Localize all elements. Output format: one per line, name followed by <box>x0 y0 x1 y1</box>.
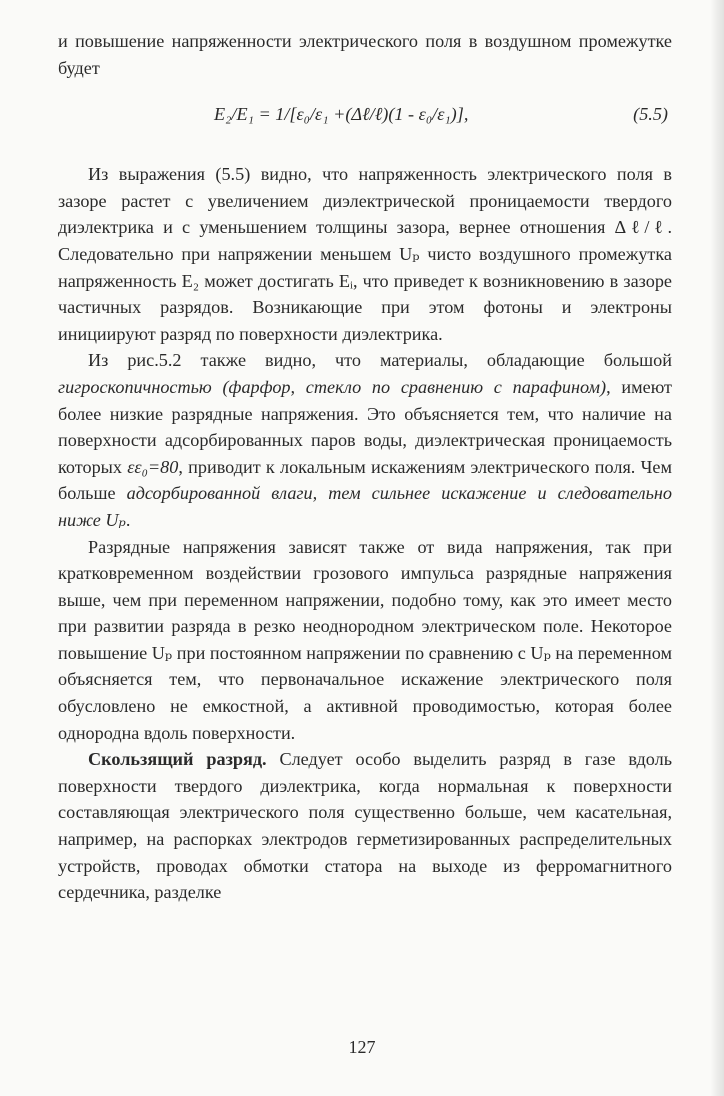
paragraph-3: Разрядные напряжения зависят также от вида напряжения, так при кратковременном воздействии грозового импульса разрядные напряжения выше, чем при переменном напряжении, подобно тому, как это имеет место при развитии разряда в резко неоднородном электрическом поле. Некоторое повышение Uₚ при постоянном напряжении по сравнению с Uₚ на переменном объясняется тем, что первоначальное искажение электрического поля обусловлено не емкостной, а активной проводимостью, которая более однородна вдоль поверхности. <box>58 536 673 743</box>
paragraph-2-italic-b: εε₀=80 <box>127 456 179 477</box>
formula-number: (5.5) <box>633 104 668 125</box>
section-heading-sliding-discharge: Скользящий разряд. <box>88 749 267 770</box>
paragraph-4-text: Следует особо выделить разряд в газе вдоль поверхности твердого диэлектрика, когда нормальная к поверхности составляющая электрического поля существенно больше, чем касательная, например, на распорках электродов герметизированных распределительных устройств, проводах обмотки статора на выходе из ферромагнитного сердечника, разделке <box>58 749 673 903</box>
formula-expression: E₂/E₁ = 1/[ε₀/ε₁ +(Δℓ/ℓ)(1 - ε₀/ε₁)], <box>214 104 469 125</box>
paragraph-4 <box>58 746 672 906</box>
formula-block <box>58 85 672 141</box>
paragraph-2-text-d: . <box>125 509 131 530</box>
paragraph-2-italic-c: адсорбированной влаги, тем сильнее искажение и следовательно ниже Uₚ <box>58 483 672 530</box>
paragraph-2-text-b: , имеют более низкие разрядные напряжения. Это объясняется тем, что наличие на поверхности адсорбированных паров воды, диэлектрическая проницаемость которых <box>58 376 672 477</box>
page-number: 127 <box>348 1037 376 1057</box>
intro-paragraph: и повышение напряженности электрического поля в воздушном промежутке будет <box>58 31 672 78</box>
paragraph-2-text-c: , приводит к локальным искажениям электрического поля. Чем больше <box>58 456 673 504</box>
paragraph-2-italic-a: гигроскопичностью (фарфор, стекло по сравнению с парафином) <box>58 376 607 397</box>
paragraph-2 <box>58 347 672 533</box>
page-edge-shadow <box>710 0 724 1096</box>
paragraph-2-text-a: Из рис.5.2 также видно, что материалы, обладающие большой <box>88 350 672 371</box>
paragraph-1: Из выражения (5.5) видно, что напряженность электрического поля в зазоре растет с увеличением диэлектрической проницаемости твердого диэлектрика и с уменьшением толщины зазора, вернее отношения Δℓ/ℓ. Следовательно при напряжении меньшем Uₚ чисто воздушного промежутка напряженность E₂ может достигать Eᵢ, что приведет к возникновению в зазоре частичных разрядов. Возникающие при этом фотоны и электроны инициируют разряд по поверхности диэлектрика. <box>58 164 672 344</box>
text-column <box>58 28 672 906</box>
